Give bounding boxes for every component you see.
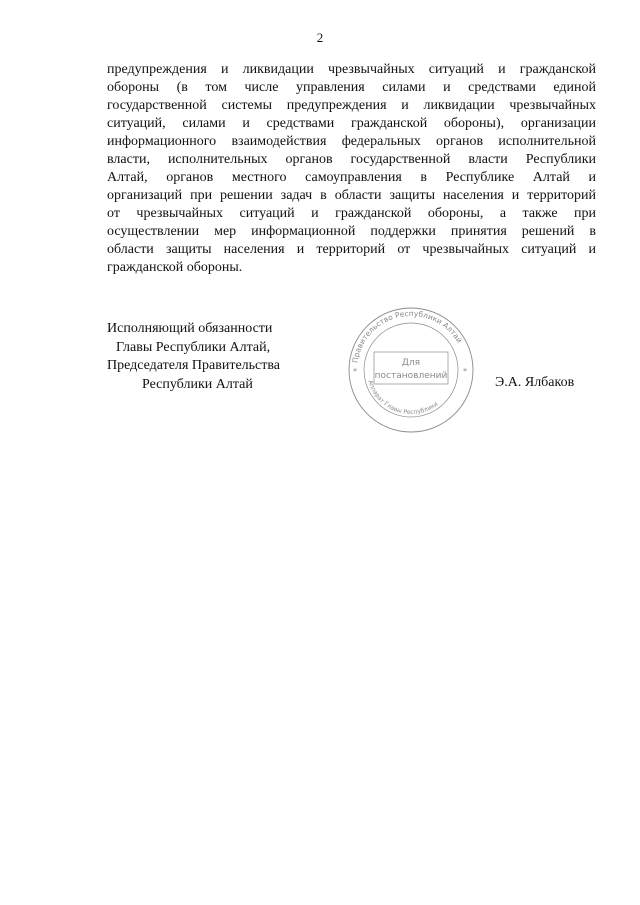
body-line: осуществлении мер информационной поддержки принятия решений в xyxy=(107,224,596,239)
signatory-name: Э.А. Ялбаков xyxy=(495,375,575,390)
body-line: власти, исполнительных органов государственной власти Республики xyxy=(107,152,596,167)
stamp-star-left: * xyxy=(353,367,357,376)
signatory-title-line: Главы Республики Алтай, xyxy=(116,339,271,355)
official-stamp xyxy=(346,305,476,435)
signatory-title-line: Председателя Правительства xyxy=(107,358,281,373)
body-line: организаций при решении задач в области защиты населения и территорий xyxy=(107,188,596,203)
signatory-title xyxy=(107,320,280,394)
stamp-center-line: Для xyxy=(401,358,421,368)
page-number: 2 xyxy=(316,30,324,45)
body-line: области защиты населения и территорий от чрезвычайных ситуаций и xyxy=(107,242,596,257)
body-line: информационного взаимодействия федеральных органов исполнительной xyxy=(107,134,596,149)
body-line: Алтай, органов местного самоуправления в Республике Алтай и xyxy=(107,170,596,185)
stamp-outer-text: Правительство Республики Алтай xyxy=(350,308,465,364)
body-line: ситуаций, силами и средствами гражданской обороны), организации xyxy=(107,116,596,131)
svg-text:Аппарат Главы Республики xyxy=(366,379,439,416)
signatory-title-line: Республики Алтай xyxy=(142,376,253,392)
stamp-center-line: постановлений xyxy=(374,371,448,381)
stamp-star-right: * xyxy=(463,367,467,376)
svg-text:Правительство Республики Алтай xyxy=(350,309,464,364)
stamp-inner-ring xyxy=(364,323,458,417)
body-line: от чрезвычайных ситуаций и гражданской обороны, а также при xyxy=(107,206,596,221)
stamp-inner-text: Аппарат Главы Республики xyxy=(366,379,440,417)
body-line: гражданской обороны. xyxy=(107,260,243,275)
body-line: предупреждения и ликвидации чрезвычайных ситуаций и гражданской xyxy=(107,62,596,77)
body-paragraph xyxy=(107,61,596,277)
body-line: государственной системы предупреждения и ликвидации чрезвычайных xyxy=(107,98,596,113)
signatory-title-line: Исполняющий обязанности xyxy=(107,321,273,336)
body-line: обороны (в том числе управления силами и средствами единой xyxy=(107,80,596,95)
